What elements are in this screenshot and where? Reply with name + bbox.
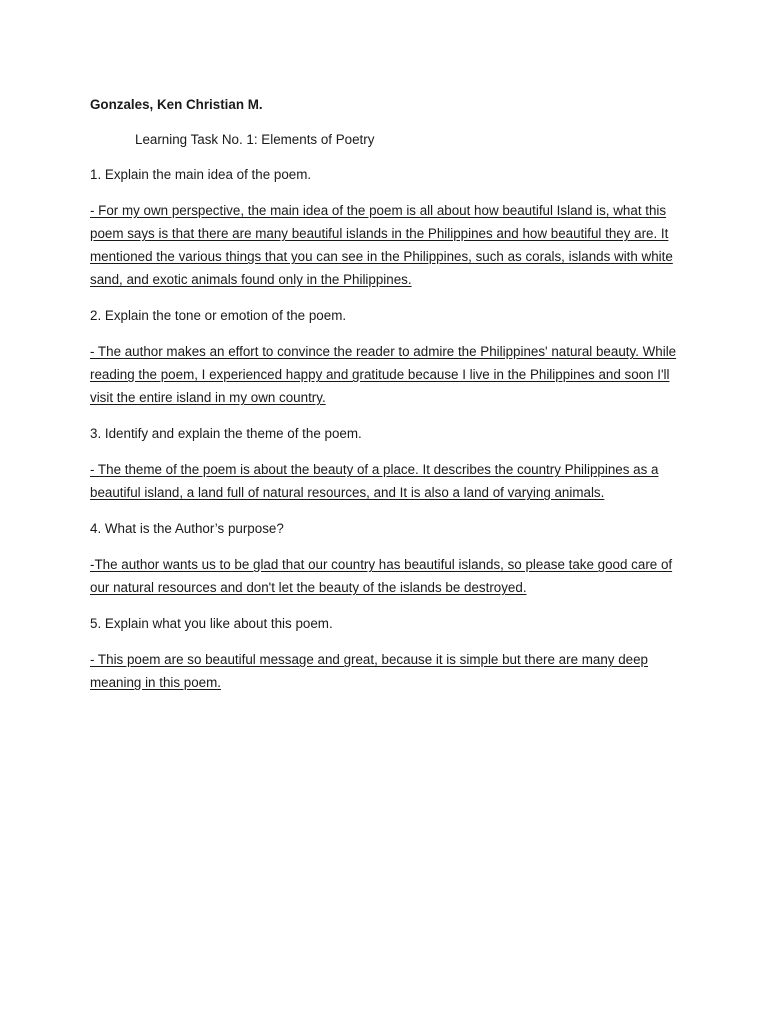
answer-5: - This poem are so beautiful message and great, because it is simple but there are many deep meaning in this poem. bbox=[90, 652, 649, 690]
answer-3: - The theme of the poem is about the beauty of a place. It describes the country Philippines as a beautiful island, a land full of natural resources, and It is also a land of varying animals. bbox=[90, 462, 659, 500]
answer-2: - The author makes an effort to convince the reader to admire the Philippines' natural beauty. While reading the poem, I experienced happy and gratitude because I live in the Philippines and soon I'll visit the entire island in my own country. bbox=[90, 344, 677, 405]
answer-1: - For my own perspective, the main idea of the poem is all about how beautiful Island is, what this poem says is that there are many beautiful islands in the Philippines and how beautiful they are. It mentioned the various things that you can see in the Philippines, such as corals, islands with white sand, and exotic animals found only in the Philippines. bbox=[90, 203, 673, 287]
document-body bbox=[90, 93, 690, 707]
answer-4: -The author wants us to be glad that our country has beautiful islands, so please take good care of our natural resources and don't let the beauty of the islands be destroyed. bbox=[90, 557, 673, 595]
question-3: 3. Identify and explain the theme of the poem. bbox=[90, 426, 362, 441]
task-title: Learning Task No. 1: Elements of Poetry bbox=[135, 132, 375, 147]
question-2: 2. Explain the tone or emotion of the poem. bbox=[90, 308, 347, 323]
author-name: Gonzales, Ken Christian M. bbox=[90, 97, 263, 112]
question-1: 1. Explain the main idea of the poem. bbox=[90, 167, 312, 182]
question-4: 4. What is the Author’s purpose? bbox=[90, 521, 284, 536]
question-5: 5. Explain what you like about this poem. bbox=[90, 616, 333, 631]
